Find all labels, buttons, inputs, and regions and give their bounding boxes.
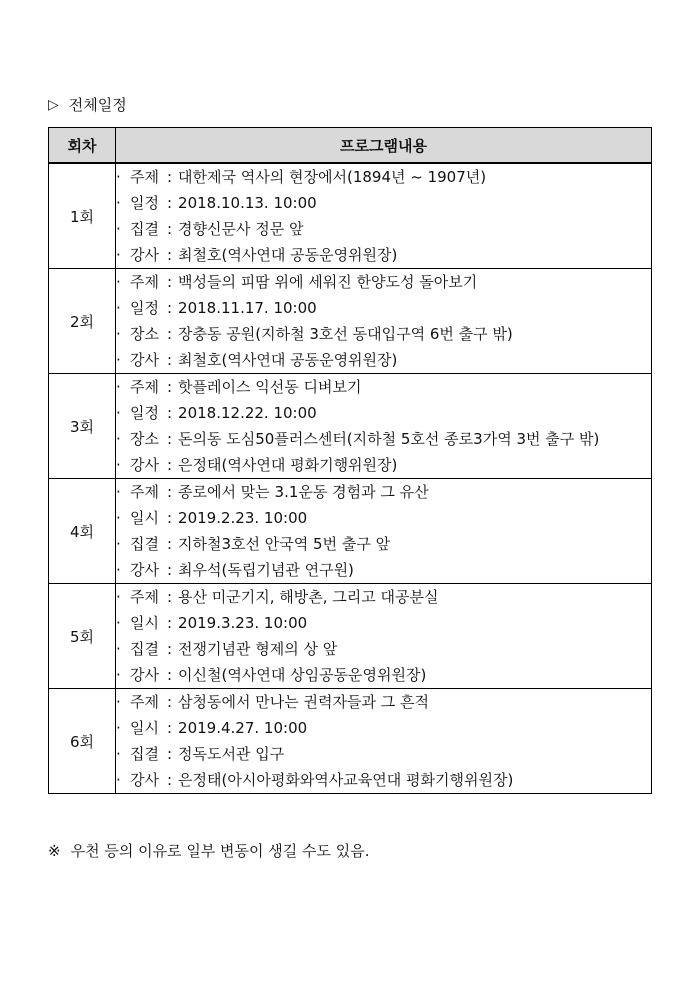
detail-label: 주제 xyxy=(130,483,159,501)
session-cell: 5회 xyxy=(49,584,116,689)
detail-value: 이신철(역사연대 상임공동운영위원장) xyxy=(178,666,427,684)
bullet-dot-icon: · xyxy=(116,771,121,789)
detail-value: 은정태(아시아평화와역사교육연대 평화기행위원장) xyxy=(178,771,514,789)
bullet-dot-icon: · xyxy=(116,430,121,448)
colon-separator: : xyxy=(166,299,173,317)
colon-separator: : xyxy=(166,220,173,238)
schedule-table xyxy=(48,127,652,794)
detail-line xyxy=(116,479,651,505)
detail-label: 일시 xyxy=(130,509,159,527)
colon-separator: : xyxy=(166,378,173,396)
detail-label: 장소 xyxy=(130,430,159,448)
table-row xyxy=(49,479,652,584)
detail-line xyxy=(116,164,651,190)
colon-separator: : xyxy=(166,168,173,186)
program-detail-cell xyxy=(116,584,652,689)
detail-line xyxy=(116,715,651,741)
detail-value: 경향신문사 정문 앞 xyxy=(178,220,304,238)
detail-value: 장충동 공원(지하철 3호선 동대입구역 6번 출구 밖) xyxy=(178,325,513,343)
session-cell: 3회 xyxy=(49,374,116,479)
colon-separator: : xyxy=(166,719,173,737)
bullet-dot-icon: · xyxy=(116,614,121,632)
colon-separator: : xyxy=(166,194,173,212)
detail-line xyxy=(116,452,651,478)
bullet-dot-icon: · xyxy=(116,168,121,186)
section-title: 전체일정 xyxy=(68,96,127,114)
section-heading xyxy=(48,94,127,116)
table-header-row xyxy=(49,128,652,164)
bullet-dot-icon: · xyxy=(116,666,121,684)
detail-value: 2018.12.22. 10:00 xyxy=(178,404,317,422)
bullet-dot-icon: · xyxy=(116,561,121,579)
bullet-dot-icon: · xyxy=(116,220,121,238)
bullet-dot-icon: · xyxy=(116,693,121,711)
detail-label: 집결 xyxy=(130,535,159,553)
detail-value: 종로에서 맞는 3.1운동 경험과 그 유산 xyxy=(178,483,429,501)
footnote xyxy=(48,840,370,862)
detail-value: 2019.2.23. 10:00 xyxy=(178,509,308,527)
detail-label: 일정 xyxy=(130,194,159,212)
colon-separator: : xyxy=(166,693,173,711)
detail-line xyxy=(116,741,651,767)
bullet-dot-icon: · xyxy=(116,640,121,658)
bullet-dot-icon: · xyxy=(116,194,121,212)
colon-separator: : xyxy=(166,246,173,264)
table-row xyxy=(49,163,652,269)
detail-line xyxy=(116,242,651,268)
detail-value: 2018.10.13. 10:00 xyxy=(178,194,317,212)
bullet-dot-icon: · xyxy=(116,325,121,343)
detail-value: 2019.4.27. 10:00 xyxy=(178,719,308,737)
colon-separator: : xyxy=(166,456,173,474)
detail-label: 집결 xyxy=(130,745,159,763)
detail-label: 집결 xyxy=(130,220,159,238)
bullet-dot-icon: · xyxy=(116,456,121,474)
detail-value: 삼청동에서 만나는 권력자들과 그 흔적 xyxy=(178,693,429,711)
detail-label: 주제 xyxy=(130,588,159,606)
footnote-text: 우천 등의 이유로 일부 변동이 생길 수도 있음. xyxy=(70,842,370,860)
table-row xyxy=(49,689,652,794)
detail-value: 최철호(역사연대 공동운영위원장) xyxy=(178,351,398,369)
detail-label: 강사 xyxy=(130,351,159,369)
colon-separator: : xyxy=(166,561,173,579)
detail-line xyxy=(116,767,651,793)
detail-value: 은정태(역사연대 평화기행위원장) xyxy=(178,456,398,474)
program-detail-cell xyxy=(116,689,652,794)
detail-value: 2019.3.23. 10:00 xyxy=(178,614,308,632)
session-cell: 1회 xyxy=(49,163,116,269)
colon-separator: : xyxy=(166,771,173,789)
colon-separator: : xyxy=(166,535,173,553)
detail-label: 일정 xyxy=(130,299,159,317)
detail-label: 강사 xyxy=(130,666,159,684)
bullet-dot-icon: · xyxy=(116,588,121,606)
detail-value: 핫플레이스 익선동 디벼보기 xyxy=(178,378,362,396)
detail-label: 집결 xyxy=(130,640,159,658)
colon-separator: : xyxy=(166,325,173,343)
detail-value: 지하철3호선 안국역 5번 출구 앞 xyxy=(178,535,391,553)
detail-label: 일시 xyxy=(130,719,159,737)
detail-line xyxy=(116,426,651,452)
program-detail-cell xyxy=(116,163,652,269)
detail-value: 최철호(역사연대 공동운영위원장) xyxy=(178,246,398,264)
colon-separator: : xyxy=(166,404,173,422)
detail-value: 백성들의 피땀 위에 세워진 한양도성 돌아보기 xyxy=(178,273,478,291)
colon-separator: : xyxy=(166,640,173,658)
detail-line xyxy=(116,400,651,426)
session-cell: 2회 xyxy=(49,269,116,374)
detail-line xyxy=(116,505,651,531)
detail-label: 주제 xyxy=(130,693,159,711)
program-detail-cell xyxy=(116,269,652,374)
colon-separator: : xyxy=(166,483,173,501)
detail-value: 전쟁기념관 형제의 상 앞 xyxy=(178,640,338,658)
detail-value: 최우석(독립기념관 연구원) xyxy=(178,561,354,579)
header-program: 프로그램내용 xyxy=(116,128,652,164)
detail-label: 일시 xyxy=(130,614,159,632)
detail-label: 강사 xyxy=(130,246,159,264)
detail-line xyxy=(116,557,651,583)
program-detail-cell xyxy=(116,374,652,479)
bullet-dot-icon: · xyxy=(116,246,121,264)
detail-value: 정독도서관 입구 xyxy=(178,745,285,763)
detail-line xyxy=(116,689,651,715)
detail-label: 주제 xyxy=(130,378,159,396)
detail-line xyxy=(116,374,651,400)
header-session: 회차 xyxy=(49,128,116,164)
schedule-body xyxy=(49,163,652,794)
detail-line xyxy=(116,531,651,557)
colon-separator: : xyxy=(166,351,173,369)
colon-separator: : xyxy=(166,509,173,527)
detail-line xyxy=(116,610,651,636)
bullet-dot-icon: · xyxy=(116,745,121,763)
session-cell: 4회 xyxy=(49,479,116,584)
colon-separator: : xyxy=(166,666,173,684)
detail-value: 돈의동 도심50플러스센터(지하철 5호선 종로3가역 3번 출구 밖) xyxy=(178,430,600,448)
detail-label: 강사 xyxy=(130,561,159,579)
detail-line xyxy=(116,321,651,347)
table-row xyxy=(49,269,652,374)
program-detail-cell xyxy=(116,479,652,584)
table-row xyxy=(49,374,652,479)
detail-label: 장소 xyxy=(130,325,159,343)
colon-separator: : xyxy=(166,614,173,632)
detail-line xyxy=(116,269,651,295)
reference-mark-icon: ※ xyxy=(48,842,61,860)
bullet-dot-icon: · xyxy=(116,509,121,527)
detail-line xyxy=(116,584,651,610)
colon-separator: : xyxy=(166,273,173,291)
detail-value: 용산 미군기지, 해방촌, 그리고 대공분실 xyxy=(178,588,439,606)
detail-line xyxy=(116,216,651,242)
detail-line xyxy=(116,295,651,321)
colon-separator: : xyxy=(166,588,173,606)
bullet-dot-icon: · xyxy=(116,299,121,317)
bullet-dot-icon: · xyxy=(116,483,121,501)
detail-line xyxy=(116,190,651,216)
detail-label: 주제 xyxy=(130,168,159,186)
detail-line xyxy=(116,347,651,373)
detail-label: 주제 xyxy=(130,273,159,291)
detail-value: 2018.11.17. 10:00 xyxy=(178,299,317,317)
bullet-dot-icon: · xyxy=(116,273,121,291)
bullet-dot-icon: · xyxy=(116,535,121,553)
detail-label: 강사 xyxy=(130,456,159,474)
detail-label: 일정 xyxy=(130,404,159,422)
detail-line xyxy=(116,636,651,662)
session-cell: 6회 xyxy=(49,689,116,794)
bullet-dot-icon: · xyxy=(116,404,121,422)
detail-value: 대한제국 역사의 현장에서(1894년 ~ 1907년) xyxy=(178,168,487,186)
colon-separator: : xyxy=(166,430,173,448)
table-row xyxy=(49,584,652,689)
bullet-dot-icon: · xyxy=(116,719,121,737)
detail-label: 강사 xyxy=(130,771,159,789)
triangle-bullet-icon: ▷ xyxy=(48,97,59,113)
bullet-dot-icon: · xyxy=(116,378,121,396)
colon-separator: : xyxy=(166,745,173,763)
bullet-dot-icon: · xyxy=(116,351,121,369)
detail-line xyxy=(116,662,651,688)
